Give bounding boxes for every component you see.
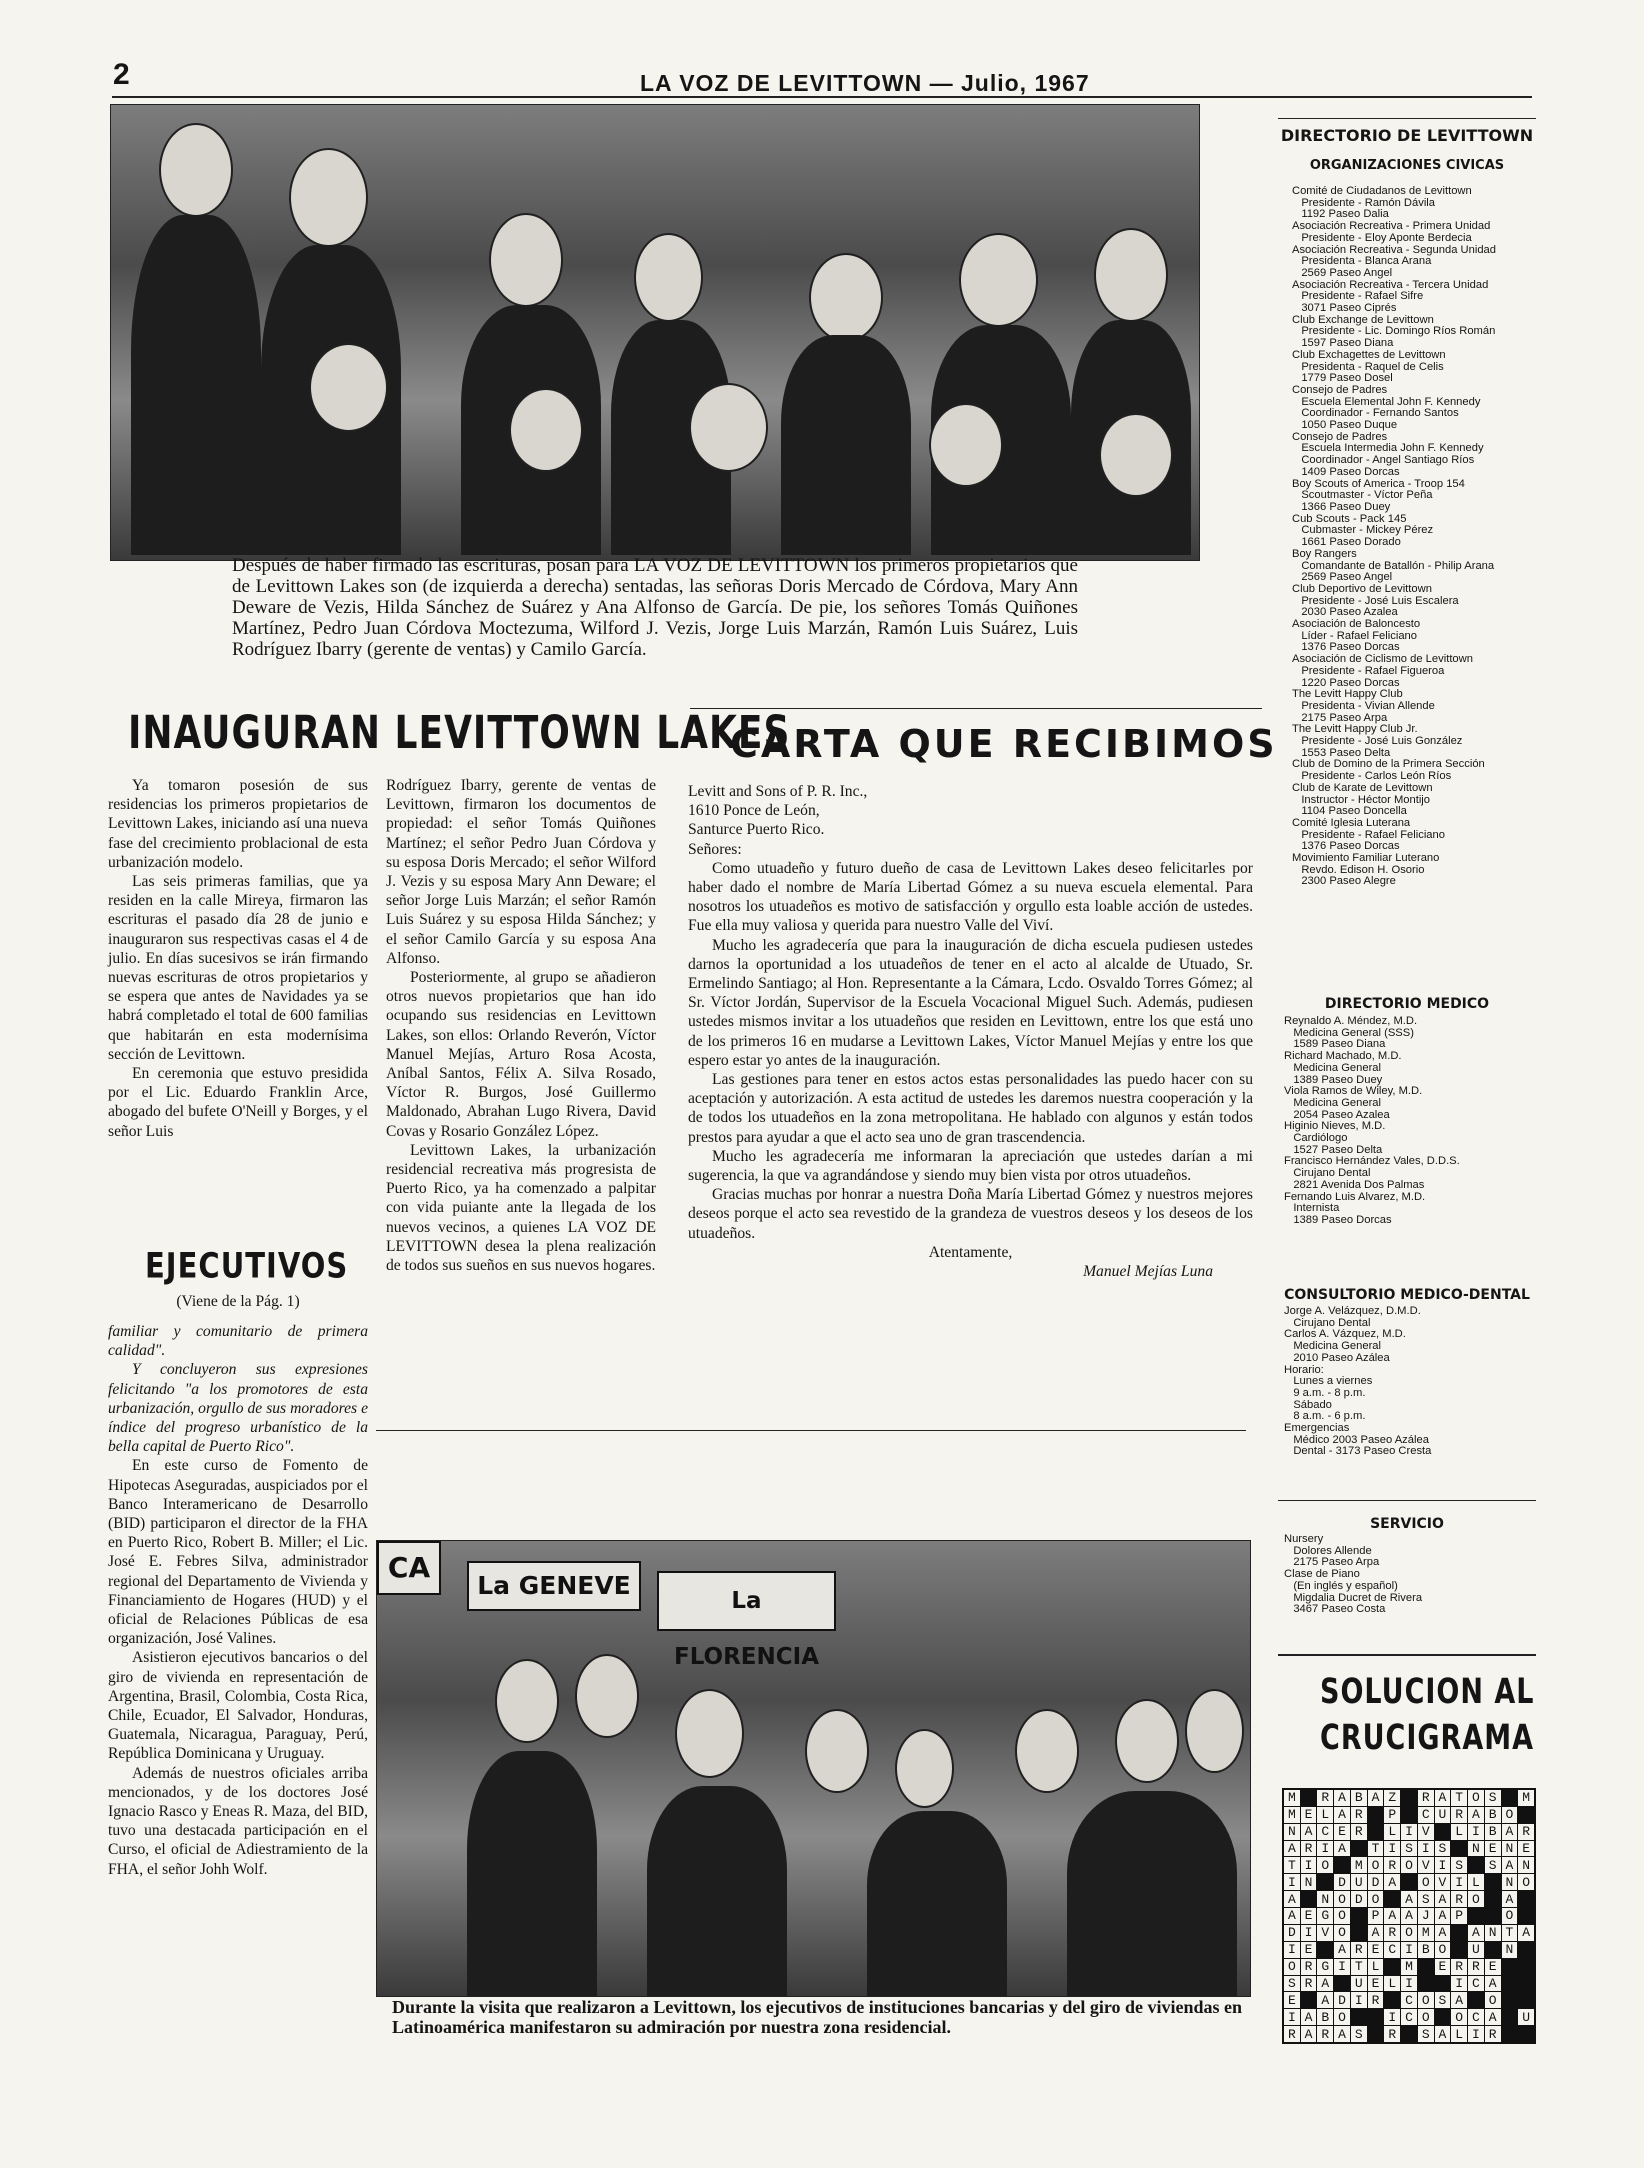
crossword-cell: O [1518,1874,1534,1890]
crossword-cell: R [1284,2026,1300,2042]
crossword-black-cell [1502,1992,1518,2008]
crossword-cell: I [1418,1841,1434,1857]
crossword-black-cell [1401,2026,1417,2042]
crossword-cell: S [1418,2026,1434,2042]
crossword-cell: T [1451,1790,1467,1806]
crossword-cell: U [1351,1874,1367,1890]
crossword-cell: I [1468,2026,1484,2042]
medical-directory-title: DIRECTORIO MEDICO [1324,996,1490,1012]
crossword-title-line2: CRUCIGRAMA [1320,1718,1535,1759]
crossword-black-cell [1518,1891,1534,1907]
crossword-cell: I [1301,1925,1317,1941]
bankers-photo [376,1540,1251,1997]
address-line: Levitt and Sons of P. R. Inc., [688,783,868,800]
crossword-cell: O [1317,1857,1333,1873]
crossword-cell: I [1401,1824,1417,1840]
crossword-black-cell [1401,1874,1417,1890]
letter-signature: Manuel Mejías Luna [1083,1263,1213,1281]
crossword-cell: M [1418,1925,1434,1941]
crossword-cell: M [1518,1790,1534,1806]
crossword-cell: D [1334,1992,1350,2008]
crossword-cell: O [1368,1857,1384,1873]
crossword-cell: I [1468,1824,1484,1840]
crossword-cell: S [1485,1857,1501,1873]
crossword-cell: R [1384,1857,1400,1873]
crossword-cell: I [1351,1992,1367,2008]
crossword-cell: R [1518,1824,1534,1840]
column-rule [1278,1654,1536,1656]
crossword-cell: N [1502,1841,1518,1857]
group-photo [110,104,1200,561]
crossword-cell: A [1284,1841,1300,1857]
paragraph: Las seis primeras familias, que ya residen en la calle Mireya, firmaron las escrituras el pasado día 28 de junio e inauguraron sus respectivas casas el 4 de julio. En días sucesivos se irán firmando nuevas escrituras de otros propietarios y se espera que antes de Navidades ya se habrá completado el total de 600 familias que habitarán en esta modernísima sección de Levittown. [108,873,368,1063]
crossword-cell: I [1435,1857,1451,1873]
crossword-cell: R [1485,2026,1501,2042]
consultorio-title: CONSULTORIO MEDICO-DENTAL [1284,1287,1530,1303]
crossword-black-cell [1301,1891,1317,1907]
crossword-cell: I [1284,2009,1300,2025]
crossword-cell: E [1301,1807,1317,1823]
crossword-cell: I [1401,1976,1417,1992]
crossword-cell: I [1284,1942,1300,1958]
crossword-cell: S [1351,2026,1367,2042]
page-number: 2 [113,58,130,91]
crossword-cell: C [1384,1942,1400,1958]
crossword-black-cell [1502,2009,1518,2025]
crossword-cell: G [1317,1959,1333,1975]
crossword-cell: I [1451,1874,1467,1890]
crossword-black-cell [1518,1959,1534,1975]
directory-subtitle: ORGANIZACIONES CIVICAS [1309,158,1505,173]
crossword-black-cell [1502,1976,1518,1992]
crossword-cell: T [1502,1925,1518,1941]
crossword-cell: O [1401,1857,1417,1873]
salutation: Señores: [688,840,742,858]
crossword-cell: E [1368,1976,1384,1992]
crossword-cell: S [1435,1992,1451,2008]
letter-headline: CARTA QUE RECIBIMOS [730,722,1278,766]
crossword-cell: Z [1384,1790,1400,1806]
continued-note: (Viene de la Pág. 1) [176,1293,300,1310]
crossword-cell: O [1435,1942,1451,1958]
crossword-cell: E [1301,1908,1317,1924]
crossword-cell: L [1451,2026,1467,2042]
crossword-cell: O [1418,1874,1434,1890]
crossword-cell: B [1317,2009,1333,2025]
column-rule [1278,1500,1536,1501]
crossword-black-cell [1518,1807,1534,1823]
crossword-cell: I [1301,1857,1317,1873]
lakes-headline: INAUGURAN LEVITTOWN LAKES [128,708,791,760]
crossword-cell: A [1485,1976,1501,1992]
crossword-cell: R [1451,1959,1467,1975]
crossword-cell: L [1368,1959,1384,1975]
paragraph: Mucho les agradecería que para la inauguración de dicha escuela pudiesen ustedes darnos la oportunidad a los utuadeños de tener en el acto al alcalde de Utuado, Sr. Ermelindo Santiago; al Hon. Representante a la Cámara, Lcdo. Osvaldo Torres Gómez; al Sr. Víctor Jordán, Supervisor de la Escuela Vocacional Miguel Such. Además, pudiesen ustedes mismos invitar a los utuadeños que residen en Levittown, entre los que está uno de los primeros 16 en mudarse a Levittown Lakes, Víctor Manuel Mejías y entre los que espero estar yo antes de la inauguración. [688,936,1253,1069]
paragraph: Las gestiones para tener en estos actos estas personalidades las puedo hacer con su aceptación y autorización. A esta actitud de ustedes les daremos nuestra cooperación y la de todos los utuadeños en la zona metropolitana. He hablado con algunos y están todos prestos para ayudar a que el acto sea uno de gran trascendencia. [688,1071,1253,1146]
crossword-black-cell [1401,1790,1417,1806]
crossword-cell: R [1317,2026,1333,2042]
store-sign: La FLORENCIA [657,1571,836,1631]
crossword-black-cell [1485,1942,1501,1958]
crossword-black-cell [1334,1976,1350,1992]
crossword-cell: A [1401,1891,1417,1907]
crossword-cell: E [1334,1824,1350,1840]
crossword-cell: A [1401,1908,1417,1924]
letter-body [688,782,1253,1281]
section-rule [376,1430,1246,1431]
paragraph: Además de nuestros oficiales arriba mencionados, y de los doctores José Ignacio Rasco y Eneas R. Maza, del BID, tuvo una destacada participación en el Curso, el oficial de Adiestramiento de la FHA, el señor Johh Wolf. [108,1764,368,1878]
crossword-cell: A [1502,1824,1518,1840]
crossword-black-cell [1351,1925,1367,1941]
crossword-cell: V [1418,1857,1434,1873]
crossword-cell: T [1284,1857,1300,1873]
crossword-cell: R [1418,1790,1434,1806]
crossword-cell: A [1284,1908,1300,1924]
crossword-black-cell [1351,2009,1367,2025]
crossword-cell: A [1468,1925,1484,1941]
crossword-cell: C [1468,2009,1484,2025]
crossword-cell: R [1368,1992,1384,2008]
crossword-cell: I [1384,2009,1400,2025]
store-sign: La GENEVE [467,1561,641,1611]
crossword-black-cell [1468,1992,1484,2008]
crossword-black-cell [1384,1959,1400,1975]
crossword-cell: O [1451,2009,1467,2025]
crossword-cell: R [1468,1959,1484,1975]
paragraph: Gracias muchas por honrar a nuestra Doña María Libertad Gómez y nuestros mejores deseos porque el acto sea revestido de la grandeza de vuestros deseos y los deseos de los utuadeños. [688,1186,1253,1242]
crossword-cell: A [1518,1925,1534,1941]
lakes-column-2 [386,776,656,1275]
column-rule [1278,118,1536,119]
crossword-black-cell [1418,1976,1434,1992]
address-line: Santurce Puerto Rico. [688,821,825,839]
civic-directory-list: Comité de Ciudadanos de Levittown Presidente - Ramón Dávila 1192 Paseo Dalia Asociación Recreativa - Primera Unidad Presidente - Eloy Aponte Berdecia Asociación Recreativa - Segunda Unidad Presidenta - Blanca Arana 2569 Paseo Angel Asociación Recreativa - Tercera Unidad Presidente - Rafael Sifre 3071 Paseo Ciprés Club Exchange de Levittown Presidente - Lic. Domingo Ríos Román 1597 Paseo Diana Club Exchagettes de Levittown Presidenta - Raquel de Celis 1779 Paseo Dosel Consejo de Padres Escuela Elemental John F. Kennedy Coordinador - Fernando Santos 1050 Paseo Duque Consejo de Padres Escuela Intermedia John F. Kennedy Coordinador - Angel Santiago Ríos 1409 Paseo Dorcas Boy Scouts of America - Troop 154 Scoutmaster - Víctor Peña 1366 Paseo Duey Cub Scouts - Pack 145 Cubmaster - Mickey Pérez 1661 Paseo Dorado Boy Rangers Comandante de Batallón - Philip Arana 2569 Paseo Angel Club Deportivo de Levittown Presidente - José Luis Escalera 2030 Paseo Azalea Asociación de Baloncesto Líder - Rafael Feliciano 1376 Paseo Dorcas Asociación de Ciclismo de Levittown Presidente - Rafael Figueroa 1220 Paseo Dorcas The Levitt Happy Club Presidenta - Vivian Allende 2175 Paseo Arpa The Levitt Happy Club Jr. Presidente - José Luis González 1553 Paseo Delta Club de Domino de la Primera Sección Presidente - Carlos León Ríos Club de Karate de Levittown Instructor - Héctor Montijo 1104 Paseo Doncella Comité Iglesia Luterana Presidente - Rafael Feliciano 1376 Paseo Dorcas Movimiento Familiar Luterano Revdo. Edison H. Osorio 2300 Paseo Alegre [1292,185,1496,888]
crossword-cell: B [1351,1790,1367,1806]
crossword-cell: R [1351,1824,1367,1840]
crossword-cell: A [1317,1992,1333,2008]
paragraph: Mucho les agradecería me informaran la apreciación que ustedes darían a mi sugerencia, la que va agrandándose y siendo muy bien vista por otros utuadeños. [688,1147,1253,1185]
crossword-cell: V [1435,1874,1451,1890]
crossword-cell: I [1401,1942,1417,1958]
crossword-black-cell [1485,1908,1501,1924]
crossword-cell: O [1418,2009,1434,2025]
crossword-cell: C [1468,1976,1484,1992]
crossword-cell: E [1368,1942,1384,1958]
crossword-cell: I [1284,1874,1300,1890]
crossword-cell: O [1334,1925,1350,1941]
crossword-black-cell [1485,1891,1501,1907]
crossword-cell: U [1468,1942,1484,1958]
crossword-cell: P [1368,1908,1384,1924]
crossword-cell: U [1435,1807,1451,1823]
crossword-black-cell [1451,1942,1467,1958]
crossword-cell: O [1284,1959,1300,1975]
crossword-black-cell [1435,2009,1451,2025]
crossword-cell: A [1384,1908,1400,1924]
crossword-black-cell [1368,1824,1384,1840]
crossword-cell: A [1301,2026,1317,2042]
crossword-cell: O [1334,1891,1350,1907]
crossword-cell: A [1435,1891,1451,1907]
crossword-cell: D [1334,1874,1350,1890]
crossword-cell: S [1401,1841,1417,1857]
crossword-cell: C [1401,2009,1417,2025]
crossword-black-cell [1351,1841,1367,1857]
crossword-cell: A [1435,1925,1451,1941]
crossword-cell: A [1317,1976,1333,1992]
crossword-black-cell [1301,1790,1317,1806]
ejecutivos-headline: EJECUTIVOS [145,1245,349,1286]
crossword-cell: O [1485,1992,1501,2008]
crossword-cell: A [1502,1891,1518,1907]
crossword-cell: U [1518,2009,1534,2025]
crossword-cell: O [1468,1891,1484,1907]
crossword-black-cell [1451,1925,1467,1941]
servicio-title: SERVICIO [1370,1516,1444,1532]
crossword-cell: N [1284,1824,1300,1840]
crossword-cell: G [1317,1908,1333,1924]
crossword-cell: N [1317,1891,1333,1907]
crossword-cell: I [1451,1976,1467,1992]
crossword-black-cell [1518,1976,1534,1992]
crossword-cell: E [1301,1942,1317,1958]
crossword-cell: R [1384,1925,1400,1941]
crossword-cell: A [1368,1925,1384,1941]
crossword-cell: I [1384,1841,1400,1857]
crossword-black-cell [1384,1891,1400,1907]
crossword-cell: D [1351,1891,1367,1907]
crossword-cell: L [1468,1874,1484,1890]
crossword-cell: B [1418,1942,1434,1958]
crossword-black-cell [1518,1942,1534,1958]
crossword-cell: S [1485,1790,1501,1806]
crossword-black-cell [1317,1874,1333,1890]
crossword-cell: R [1301,1976,1317,1992]
crossword-cell: S [1435,1841,1451,1857]
crossword-cell: R [1301,1841,1317,1857]
crossword-cell: O [1418,1992,1434,2008]
letter-closing: Atentamente, [928,1243,1013,1261]
paragraph: Ya tomaron posesión de sus residencias los primeros propietarios de Levittown Lakes, iniciando así una nueva fase del crecimiento problacional de esta urbanización modelo. [108,777,368,871]
crossword-black-cell [1368,2026,1384,2042]
crossword-cell: D [1368,1874,1384,1890]
consultorio-list: Jorge A. Velázquez, D.M.D. Cirujano Dental Carlos A. Vázquez, M.D. Medicina General 2010 Paseo Azálea Horario: Lunes a viernes 9 a.m. - 8 p.m. Sábado 8 a.m. - 6 p.m. Emergencias Médico 2003 Paseo Azálea Dental - 3173 Paseo Cresta [1284,1305,1432,1458]
crossword-cell: A [1435,1908,1451,1924]
crossword-cell: A [1301,2009,1317,2025]
crossword-cell: C [1401,1992,1417,2008]
crossword-cell: V [1418,1824,1434,1840]
ejecutivos-body [108,1322,368,1879]
crossword-cell: C [1418,1807,1434,1823]
crossword-black-cell [1317,1942,1333,1958]
crossword-cell: A [1301,1824,1317,1840]
crossword-black-cell [1502,1790,1518,1806]
crossword-black-cell [1418,1959,1434,1975]
crossword-cell: E [1485,1959,1501,1975]
crossword-cell: A [1284,1891,1300,1907]
crossword-cell: T [1368,1841,1384,1857]
crossword-black-cell [1485,1874,1501,1890]
lakes-column-1 [108,776,368,1141]
header-rule [112,96,1532,98]
crossword-black-cell [1351,1908,1367,1924]
crossword-black-cell [1468,1857,1484,1873]
crossword-cell: O [1401,1925,1417,1941]
crossword-cell: N [1485,1925,1501,1941]
crossword-cell: R [1451,1891,1467,1907]
crossword-cell: A [1502,1857,1518,1873]
bottom-photo-caption: Durante la visita que realizaron a Levittown, los ejecutivos de instituciones bancarias y del giro de viviendas en Latinoamérica manifestaron su admiración por nuestra zona residencial. [392,1997,1242,2037]
crossword-cell: P [1451,1908,1467,1924]
crossword-cell: R [1451,1807,1467,1823]
crossword-cell: O [1502,1908,1518,1924]
crossword-black-cell [1368,1807,1384,1823]
crossword-cell: R [1384,2026,1400,2042]
crossword-cell: O [1468,1790,1484,1806]
crossword-cell: A [1384,1874,1400,1890]
crossword-cell: A [1334,1807,1350,1823]
paragraph: Como utuadeño y futuro dueño de casa de Levittown Lakes deseo felicitarles por haber dado el nombre de María Libertad Gómez a su nueva escuela elemental. Para nosotros los utuadeños es motivo de satisfacción y orgullo esta loable acción de ustedes. Fue ella muy valiosa y querida para nuestro Valle del Viví. [688,859,1253,935]
crossword-cell: N [1502,1942,1518,1958]
crossword-black-cell [1334,1857,1350,1873]
store-sign: CA [377,1541,441,1595]
crossword-black-cell [1518,1992,1534,2008]
crossword-cell: L [1384,1976,1400,1992]
paragraph: Rodríguez Ibarry, gerente de ventas de Levittown, firmaron los documentos de propiedad: el señor Tomás Quiñones Martínez; el señor Pedro Juan Córdova y su esposa Doris Mercado; el señor Wilford J. Vezis y su esposa Mary Ann Deware; el señor Jorge Luis Marzán; el señor Ramón Luis Suárez y su esposa Hilda Sánchez; y el señor Camilo García y su esposa Ana Alfonso. [386,777,656,967]
directory-title: DIRECTORIO DE LEVITTOWN [1280,126,1534,145]
crossword-cell: B [1485,1807,1501,1823]
crossword-cell: A [1435,2026,1451,2042]
crossword-cell: I [1334,1959,1350,1975]
crossword-cell: V [1317,1925,1333,1941]
crossword-cell: L [1317,1807,1333,1823]
crossword-cell: S [1418,1891,1434,1907]
crossword-cell: M [1284,1790,1300,1806]
servicio-list: Nursery Dolores Allende 2175 Paseo Arpa Clase de Piano (En inglés y español) Migdalia Ducret de Rivera 3467 Paseo Costa [1284,1533,1423,1616]
crossword-cell: S [1451,1857,1467,1873]
medical-directory-list: Reynaldo A. Méndez, M.D. Medicina General (SSS) 1589 Paseo Diana Richard Machado, M.D. Medicina General 1389 Paseo Duey Viola Ramos de Wiley, M.D. Medicina General 2054 Paseo Azalea Higinio Nieves, M.D. Cardiólogo 1527 Paseo Delta Francisco Hernández Vales, D.D.S. Cirujano Dental 2821 Avenida Dos Palmas Fernando Luis Alvarez, M.D. Internista 1389 Paseo Dorcas [1284,1015,1460,1226]
crossword-cell: S [1284,1976,1300,1992]
crossword-cell: B [1485,1824,1501,1840]
paragraph: Levittown Lakes, la urbanización residencial recreativa más progresista de Puerto Rico, ya ha comenzado a palpitar con vida puiante ante la llegada de los nuevos vecinos, a quienes LA VOZ DE LEVITTOWN desea la plena realización de todos sus sueños en sus nuevos hogares. [386,1141,656,1275]
crossword-cell: R [1351,1942,1367,1958]
crossword-cell: R [1301,1959,1317,1975]
crossword-black-cell [1502,2026,1518,2042]
crossword-cell: E [1284,1992,1300,2008]
crossword-cell: P [1384,1807,1400,1823]
crossword-cell: A [1485,2009,1501,2025]
paragraph: Posteriormente, al grupo se añadieron otros nuevos propietarios que han ido ocupando sus residencias en Levittown Lakes, son ellos: Orlando Reverón, Víctor Manuel Mejías, Arturo Rosa Acosta, Aníbal Santos, Félix A. Silva Rosado, Víctor R. Burgos, José Guillermo Maldonado, Abrahan Lugo Rivera, David Covas y Rosario González López. [386,969,656,1140]
crossword-cell: O [1334,2009,1350,2025]
masthead: LA VOZ DE LEVITTOWN — Julio, 1967 [640,70,1090,96]
crossword-black-cell [1451,1841,1467,1857]
crossword-black-cell [1301,1992,1317,2008]
crossword-cell: I [1317,1841,1333,1857]
crossword-cell: M [1284,1807,1300,1823]
crossword-cell: L [1451,1824,1467,1840]
crossword-black-cell [1384,1992,1400,2008]
crossword-black-cell [1502,1959,1518,1975]
address-line: 1610 Ponce de León, [688,802,820,820]
crossword-black-cell [1368,2009,1384,2025]
crossword-cell: U [1351,1976,1367,1992]
crossword-cell: M [1401,1959,1417,1975]
crossword-cell: J [1418,1908,1434,1924]
crossword-title-line1: SOLUCION AL [1320,1672,1535,1713]
crossword-cell: A [1468,1807,1484,1823]
crossword-cell: A [1334,1841,1350,1857]
crossword-cell: R [1317,1790,1333,1806]
crossword-cell: L [1384,1824,1400,1840]
top-photo-caption: Después de haber firmado las escrituras, posan para LA VOZ DE LEVITTOWN los primeros propietarios que de Levittown Lakes son (de izquierda a derecha) sentadas, las señoras Doris Mercado de Córdova, Mary Ann Deware de Vezis, Hilda Sánchez de Suárez y Ana Alfonso de García. De pie, los señores Tomás Quiñones Martínez, Pedro Juan Córdova Moctezuma, Wilford J. Vezis, Jorge Luis Marzán, Ramón Luis Suárez, Luis Rodríguez Ibarry (gerente de ventas) y Camilo García. [232,555,1078,660]
crossword-cell: N [1301,1874,1317,1890]
crossword-cell: T [1351,1959,1367,1975]
crossword-cell: A [1334,1942,1350,1958]
crossword-black-cell [1401,1807,1417,1823]
crossword-cell: A [1334,1790,1350,1806]
crossword-cell: O [1334,1908,1350,1924]
crossword-black-cell [1468,1908,1484,1924]
crossword-cell: N [1468,1841,1484,1857]
paragraph: familiar y comunitario de primera calidad". [108,1323,368,1360]
paragraph: En este curso de Fomento de Hipotecas Aseguradas, auspiciados por el Banco Interamericano de Desarrollo (BID) participaron el director de la FHA en Puerto Rico, Robert B. Miller; el Lic. José E. Febres Silva, administrador regional del Departamento de Vivienda y Financiamiento de Hogares (HUD) y el oficial de Relaciones Públicas de esa organización, José Valines. [108,1457,368,1648]
crossword-cell: E [1435,1959,1451,1975]
crossword-cell: E [1518,1841,1534,1857]
crossword-cell: C [1317,1824,1333,1840]
crossword-black-cell [1435,1824,1451,1840]
crossword-cell: N [1518,1857,1534,1873]
crossword-cell: A [1435,1790,1451,1806]
crossword-cell: D [1284,1925,1300,1941]
paragraph: Y concluyeron sus expresiones felicitando "a los promotores de esta urbanización, orgullo de sus moradores e índice del progreso urbanístico de la bella capital de Puerto Rico". [108,1361,368,1456]
crossword-cell: E [1485,1841,1501,1857]
crossword-cell: A [1451,1992,1467,2008]
paragraph: Asistieron ejecutivos bancarios o del giro de vivienda en representación de Argentina, Brasil, Colombia, Costa Rica, Chile, Ecuador, El Salvador, Honduras, Guatemala, Nicaragua, Paraguay, Perú, República Dominicana y Uruguay. [108,1649,368,1763]
crossword-cell: A [1368,1790,1384,1806]
paragraph: En ceremonia que estuvo presidida por el Lic. Eduardo Franklin Arce, abogado del bufete O'Neill y Borges, y el señor Luis [108,1065,368,1140]
crossword-black-cell [1518,1908,1534,1924]
crossword-black-cell [1435,1976,1451,1992]
crossword-cell: R [1351,1807,1367,1823]
crossword-black-cell [1518,2026,1534,2042]
crossword-cell: O [1368,1891,1384,1907]
crossword-cell: A [1334,2026,1350,2042]
crossword-cell: O [1502,1807,1518,1823]
crossword-grid [1282,1788,1536,2044]
crossword-cell: M [1351,1857,1367,1873]
crossword-cell: N [1502,1874,1518,1890]
